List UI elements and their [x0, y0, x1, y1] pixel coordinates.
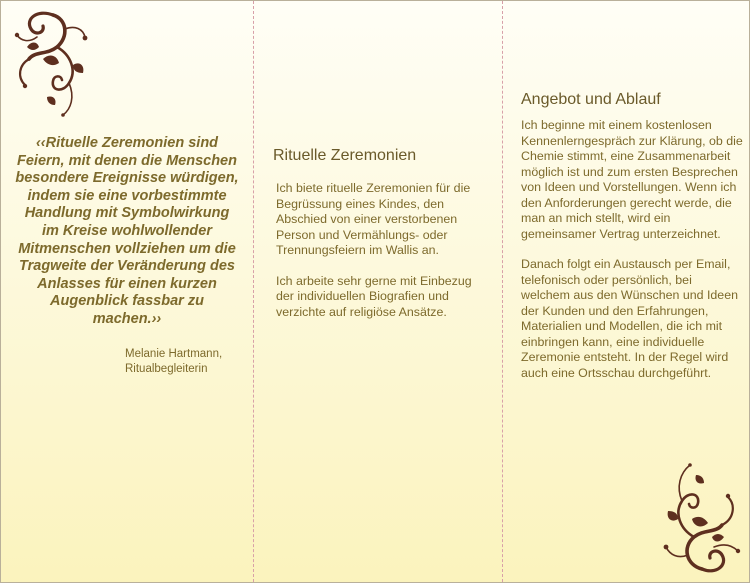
flourish-ornament-icon [7, 7, 91, 119]
paragraph: Danach folgt ein Austausch per Email, telefonisch oder persönlich, bei welchem aus den Wünschen und Ideen der Kunden und den Erfahrungen, Materialien und Modellen, die ich mit einbringen kann, eine individuelle Zeremonie entsteht. In der Regel wird auch eine Ortsschau durchgeführt. [521, 257, 738, 380]
paragraph: Ich biete rituelle Zeremonien für die Begrüssung eines Kindes, den Abschied von einer verstorbenen Person und Vermählungs- oder Trennungsfeiern im Wallis an. [276, 181, 471, 257]
panel-quote [15, 135, 239, 377]
fold-line-right [502, 1, 503, 582]
section-heading-offer: Angebot und Ablauf [521, 91, 661, 108]
panel-rituals [273, 146, 488, 335]
fold-line-left [253, 1, 254, 582]
quote-text: ‹‹Rituelle Zeremonien sind Feiern, mit denen die Menschen besondere Ereignisse würdigen, indem sie eine vorbestimmte Handlung mit Symbolwirkung im Kreise wohlwollender Mitmenschen vollziehen um die Tragweite der Veränderung des Anlasses für einen kurzen Augenblick fassbar zu machen.›› [15, 135, 239, 327]
section-heading-rituals: Rituelle Zeremonien [273, 147, 417, 164]
paragraph: Ich beginne mit einem kostenlosen Kennenlerngespräch zur Klärung, ob die Chemie stimmt, eine Zusammenarbeit möglich ist und zum ersten Besprechen von Ideen und Vorstellungen. Wenn ich den Anforderungen gerecht werde, die man an mich stellt, wird ein gemeinsamer Vertrag unterzeichnet. [521, 118, 743, 241]
paragraph: Ich arbeite sehr gerne mit Einbezug der individuellen Biografien und verzichte auf religiöse Ansätze. [276, 273, 472, 319]
panel-offer [521, 90, 743, 396]
flourish-ornament-icon [658, 457, 746, 577]
author-role: Ritualbegleiterin [125, 362, 208, 375]
author-name: Melanie Hartmann, [125, 347, 223, 360]
quote-author [125, 347, 239, 377]
